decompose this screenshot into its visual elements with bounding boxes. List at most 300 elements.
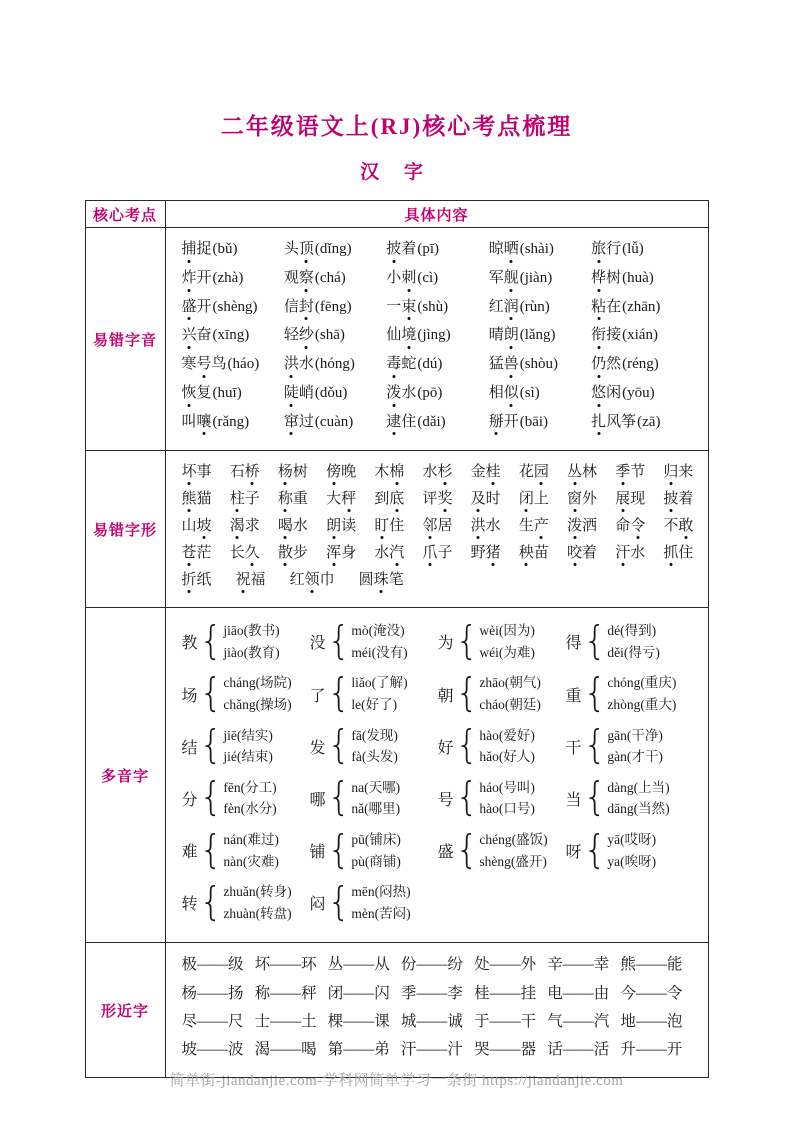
reading-2: fà(头发) [351,749,398,765]
reading-2: shèng(盛开) [479,853,547,869]
char: 观 [283,269,299,286]
section-row-pinyin [85,228,708,451]
reading-1: zhāo(朝气) [479,675,541,691]
reading-1: dàng(上当) [607,779,670,795]
char: 季 [615,464,631,481]
reading-2: hǎo(好人) [479,749,535,765]
char: 杨 [277,464,293,481]
reading-1: háo(号叫) [479,779,535,795]
char: 盯 [374,518,390,535]
char: 相 [488,384,504,401]
content-line [182,725,694,768]
polyphone-character: 了 [309,687,326,705]
brace-glyph: { [455,723,479,769]
char: 外 [582,491,598,508]
char: 重 [292,491,308,508]
content-line [182,1012,694,1032]
char: 猫 [196,491,212,508]
reading-1: gān(干净) [607,727,663,743]
content-line [182,672,694,715]
char: 纱 [298,327,314,344]
word-with-pinyin [489,298,591,317]
polyphone-entry [438,829,566,872]
pinyin-label: (bǔ) [212,241,238,257]
pinyin-label: (zā) [637,413,661,430]
similar-character-pair: 份——纷 [400,956,463,974]
char: 求 [244,518,260,535]
char: 祝 [235,572,251,589]
char: 披 [386,241,402,257]
reading-1: pū(铺床) [351,832,401,847]
word [284,299,314,315]
polyphone-readings [351,777,400,820]
char: 长 [229,545,245,562]
char: 然 [606,356,622,372]
word [386,270,416,286]
char: 军 [488,269,504,286]
polyphone-readings [223,777,276,820]
word [489,414,519,430]
word [591,414,636,430]
char: 泼 [386,384,402,401]
char: 复 [196,384,212,401]
content-line [182,881,694,924]
char: 林 [582,464,598,481]
char: 散 [277,545,293,562]
polyphone-readings [351,620,407,663]
polyphone-readings [479,829,547,872]
char: 渴 [229,518,245,535]
char: 晒 [503,241,519,257]
polyphone-character: 难 [181,844,198,862]
brace-glyph: { [199,618,223,664]
reading-1: fēn(分工) [223,779,277,795]
pinyin-label: (réng) [622,356,659,372]
word [386,299,416,315]
pinyin-label: (zhān) [622,298,661,315]
pinyin-label: (dǒu) [314,384,348,401]
brace-glyph: { [455,775,479,821]
char: 境 [401,327,417,344]
brace-glyph: { [583,775,607,821]
content-line [182,1040,694,1060]
word [489,241,519,257]
pinyin-label: (pō) [417,384,443,401]
word [326,463,356,481]
word [471,517,501,535]
word [591,356,621,372]
char: 事 [196,464,212,481]
word [182,385,212,401]
char: 称 [277,491,293,508]
char: 久 [244,545,260,562]
word [386,241,416,257]
char: 节 [630,464,646,481]
word [663,463,693,481]
word [519,517,549,535]
char: 红 [289,572,305,589]
word-with-pinyin [386,298,488,317]
char: 仍 [591,356,607,372]
polyphone-readings [479,620,534,663]
char: 头 [283,241,299,257]
polyphone-entry [310,881,438,924]
char: 披 [663,491,679,508]
word-with-pinyin [591,298,693,317]
char: 刺 [401,269,417,286]
word [284,385,314,401]
word [489,270,519,286]
char: 水 [630,545,646,562]
pinyin-label: (lǎng) [519,327,556,344]
reading-2: fèn(水分) [223,801,277,817]
word [489,327,519,343]
word [663,490,693,508]
polyphone-readings [479,672,540,715]
polyphone-character: 呀 [565,844,582,862]
word-with-pinyin [386,240,488,259]
word [278,463,308,481]
similar-character-pair: 称——秤 [254,984,317,1002]
polyphone-entry [438,620,566,663]
brace-glyph: { [199,723,223,769]
char: 树 [606,269,622,286]
section-label: 易错字形 [85,451,165,608]
word [422,517,452,535]
char: 居 [437,518,453,535]
polyphone-character: 铺 [309,844,326,862]
pinyin-label: (shā) [314,327,345,344]
polyphone-entry [182,620,310,663]
char: 衔 [591,327,607,344]
word [615,463,645,481]
char: 似 [503,384,519,401]
word-with-pinyin [591,326,693,345]
char: 毒 [386,356,402,372]
char: 旅 [591,241,607,257]
char: 茫 [196,545,212,562]
char: 嚷 [196,413,212,430]
pinyin-label: (cì) [417,269,439,286]
polyphone-character: 场 [181,687,198,705]
char: 窜 [283,413,299,430]
word-with-pinyin [489,413,591,432]
char: 掰 [488,413,504,430]
char: 不 [663,518,679,535]
char: 奖 [437,491,453,508]
word [663,544,693,562]
char: 邻 [422,518,438,535]
pinyin-label: (dú) [417,356,443,372]
section-label: 易错字音 [85,228,165,451]
polyphone-readings [223,725,273,768]
polyphone-readings [607,725,662,768]
brace-glyph: { [327,775,351,821]
word [663,517,693,535]
reading-2: le(好了) [351,697,398,713]
reading-2: nǎ(哪里) [351,801,401,817]
similar-character-pair: 辛——幸 [547,956,610,974]
brace-glyph: { [199,670,223,717]
char: 到 [374,491,390,508]
reading-2: děi(得亏) [607,644,660,660]
section-content-polyphone [165,608,708,943]
char: 开 [196,298,212,315]
char: 恢 [181,384,197,401]
section-row-words [85,451,708,608]
word [182,270,212,286]
polyphone-readings [223,672,291,715]
brace-glyph: { [455,670,479,717]
char: 兴 [181,327,197,344]
word [386,356,416,372]
word-with-pinyin [182,326,284,345]
polyphone-entry [310,620,438,663]
word [615,490,645,508]
section-row-polyphone [85,608,708,943]
polyphone-entry [182,725,310,768]
char: 木 [374,464,390,481]
char: 盛 [181,298,197,315]
char: 圆 [358,572,374,589]
char: 熊 [181,491,197,508]
char: 小 [386,269,402,286]
similar-character-pair: 气——汽 [547,1012,610,1030]
polyphone-entry [566,672,694,715]
content-line [182,829,694,872]
char: 苍 [181,545,197,562]
char: 着 [401,241,417,257]
column-header-detail-content: 具体内容 [165,201,708,228]
word-with-pinyin [386,384,488,403]
word [359,571,404,589]
polyphone-readings [607,777,669,820]
content-line [182,620,694,663]
char: 底 [389,491,405,508]
similar-character-pair: 地——泡 [620,1012,683,1030]
char: 兽 [503,356,519,372]
pinyin-label: (sì) [519,384,540,401]
char: 叫 [181,413,197,430]
brace-glyph: { [199,879,223,925]
reading-1: hào(爱好) [479,727,535,743]
polyphone-entry [182,829,310,872]
char: 时 [485,491,501,508]
word-with-pinyin [182,413,284,432]
page-subtitle: 汉 字 [360,162,433,183]
similar-character-pair: 今——令 [620,984,683,1002]
char: 桦 [591,269,607,286]
char: 产 [533,518,549,535]
word-with-pinyin [182,384,284,403]
polyphone-character: 好 [437,739,454,757]
word [284,356,314,372]
polyphone-character: 结 [181,739,198,757]
char: 汽 [389,545,405,562]
similar-character-pair: 熊——能 [620,956,683,974]
brace-glyph: { [199,775,223,821]
word [284,327,314,343]
pinyin-label: (fēng) [314,298,352,315]
char: 咬 [567,545,583,562]
pinyin-label: (xián) [622,327,658,344]
similar-character-pair: 升——开 [620,1040,683,1058]
word [326,544,356,562]
reading-2: méi(没有) [351,644,408,660]
char: 展 [615,491,631,508]
similar-character-pair: 哭——器 [474,1040,537,1058]
pinyin-label: (lǚ) [622,241,644,257]
char: 野 [470,545,486,562]
char: 傍 [326,464,342,481]
reading-2: gàn(才干) [607,749,663,765]
polyphone-entry [438,672,566,715]
similar-character-pair: 杨——扬 [181,984,244,1002]
word [386,414,416,430]
polyphone-character: 哪 [309,791,326,809]
char: 着 [582,545,598,562]
similar-character-pair: 士——土 [254,1012,317,1030]
reading-2: mèn(苦闷) [351,905,411,921]
pinyin-label: (chá) [314,269,346,286]
polyphone-readings [223,829,278,872]
char: 读 [341,518,357,535]
polyphone-character: 当 [565,791,582,809]
char: 现 [630,491,646,508]
word [182,414,212,430]
word-with-pinyin [386,413,488,432]
content-line [182,413,694,432]
char: 接 [606,327,622,344]
char: 洪 [283,356,299,372]
reading-1: zhuǎn(转身) [223,884,292,900]
char: 上 [533,491,549,508]
word [591,327,621,343]
similar-character-pair: 闭——闪 [327,984,390,1002]
polyphone-entry [566,620,694,663]
content-table [85,200,709,1078]
section-content-pairs [165,943,708,1078]
brace-glyph: { [327,618,351,664]
char: 山 [181,518,197,535]
word [284,270,314,286]
char: 巾 [319,572,335,589]
pinyin-label: (yōu) [622,384,655,401]
content-line [182,269,694,288]
brace-glyph: { [455,827,479,873]
char: 福 [250,572,266,589]
pinyin-label: (shài) [519,241,554,257]
reading-2: cháo(朝廷) [479,697,541,713]
char: 树 [292,464,308,481]
word [567,544,597,562]
word [489,385,519,401]
pinyin-label: (shèng) [212,298,258,315]
content-line [182,984,694,1004]
word-with-pinyin [591,240,693,259]
reading-2: ya(唉呀) [607,853,657,869]
reading-2: jiào(教育) [223,644,280,660]
polyphone-character: 闷 [309,896,326,914]
char: 在 [606,298,622,315]
char: 住 [678,545,694,562]
char: 子 [437,545,453,562]
word [386,327,416,343]
similar-character-pair: 渴——喝 [254,1040,317,1058]
char: 棉 [389,464,405,481]
char: 石 [229,464,245,481]
similar-character-pair: 棵——课 [327,1012,390,1030]
polyphone-entry [310,777,438,820]
brace-glyph: { [583,618,607,664]
char: 步 [292,545,308,562]
char: 金 [470,464,486,481]
similar-character-pair: 尽——尺 [181,1012,244,1030]
content-line [182,571,694,589]
char: 炸 [181,269,197,286]
char: 寒 [181,356,197,372]
similar-character-pair: 处——外 [474,956,537,974]
char: 捉 [196,241,212,257]
char: 生 [518,518,534,535]
polyphone-character: 没 [309,635,326,653]
footer-watermark: 简单街-jiandanjie.com-学科网简单学习一条街 https://jiandanjie.com [169,1073,624,1089]
char: 子 [244,491,260,508]
char: 窗 [567,491,583,508]
polyphone-character: 干 [565,739,582,757]
brace-glyph: { [327,670,351,717]
content-line [182,517,694,535]
reading-2: pù(商铺) [351,853,401,869]
polyphone-readings [479,777,534,820]
pinyin-label: (dǐng) [314,241,352,257]
char: 大 [326,491,342,508]
char: 奋 [196,327,212,344]
polyphone-character: 号 [437,791,454,809]
char: 晾 [488,241,504,257]
char: 扎 [591,413,607,430]
word [567,490,597,508]
char: 秤 [341,491,357,508]
word [489,356,519,372]
polyphone-character: 盛 [437,844,454,862]
word [471,463,501,481]
reading-2: hào(口号) [479,801,535,817]
pinyin-label: (hóng) [314,356,355,372]
word-with-pinyin [284,384,386,403]
word-with-pinyin [386,269,488,288]
similar-character-pair: 城——诚 [400,1012,463,1030]
pinyin-label: (rǎng) [212,413,250,430]
content-line [182,544,694,562]
word-with-pinyin [284,413,386,432]
content-line [182,777,694,820]
section-content-pinyin [165,228,708,451]
char: 红 [488,298,504,315]
word-with-pinyin [284,269,386,288]
word-with-pinyin [182,240,284,259]
word-with-pinyin [489,240,591,259]
word [567,463,597,481]
pinyin-label: (rùn) [519,298,550,315]
similar-character-pair: 坏——环 [254,956,317,974]
reading-2: zhòng(重大) [607,697,677,713]
word-with-pinyin [489,355,591,374]
char: 开 [503,413,519,430]
char: 行 [606,241,622,257]
polyphone-character: 教 [181,635,198,653]
char: 朗 [326,518,342,535]
